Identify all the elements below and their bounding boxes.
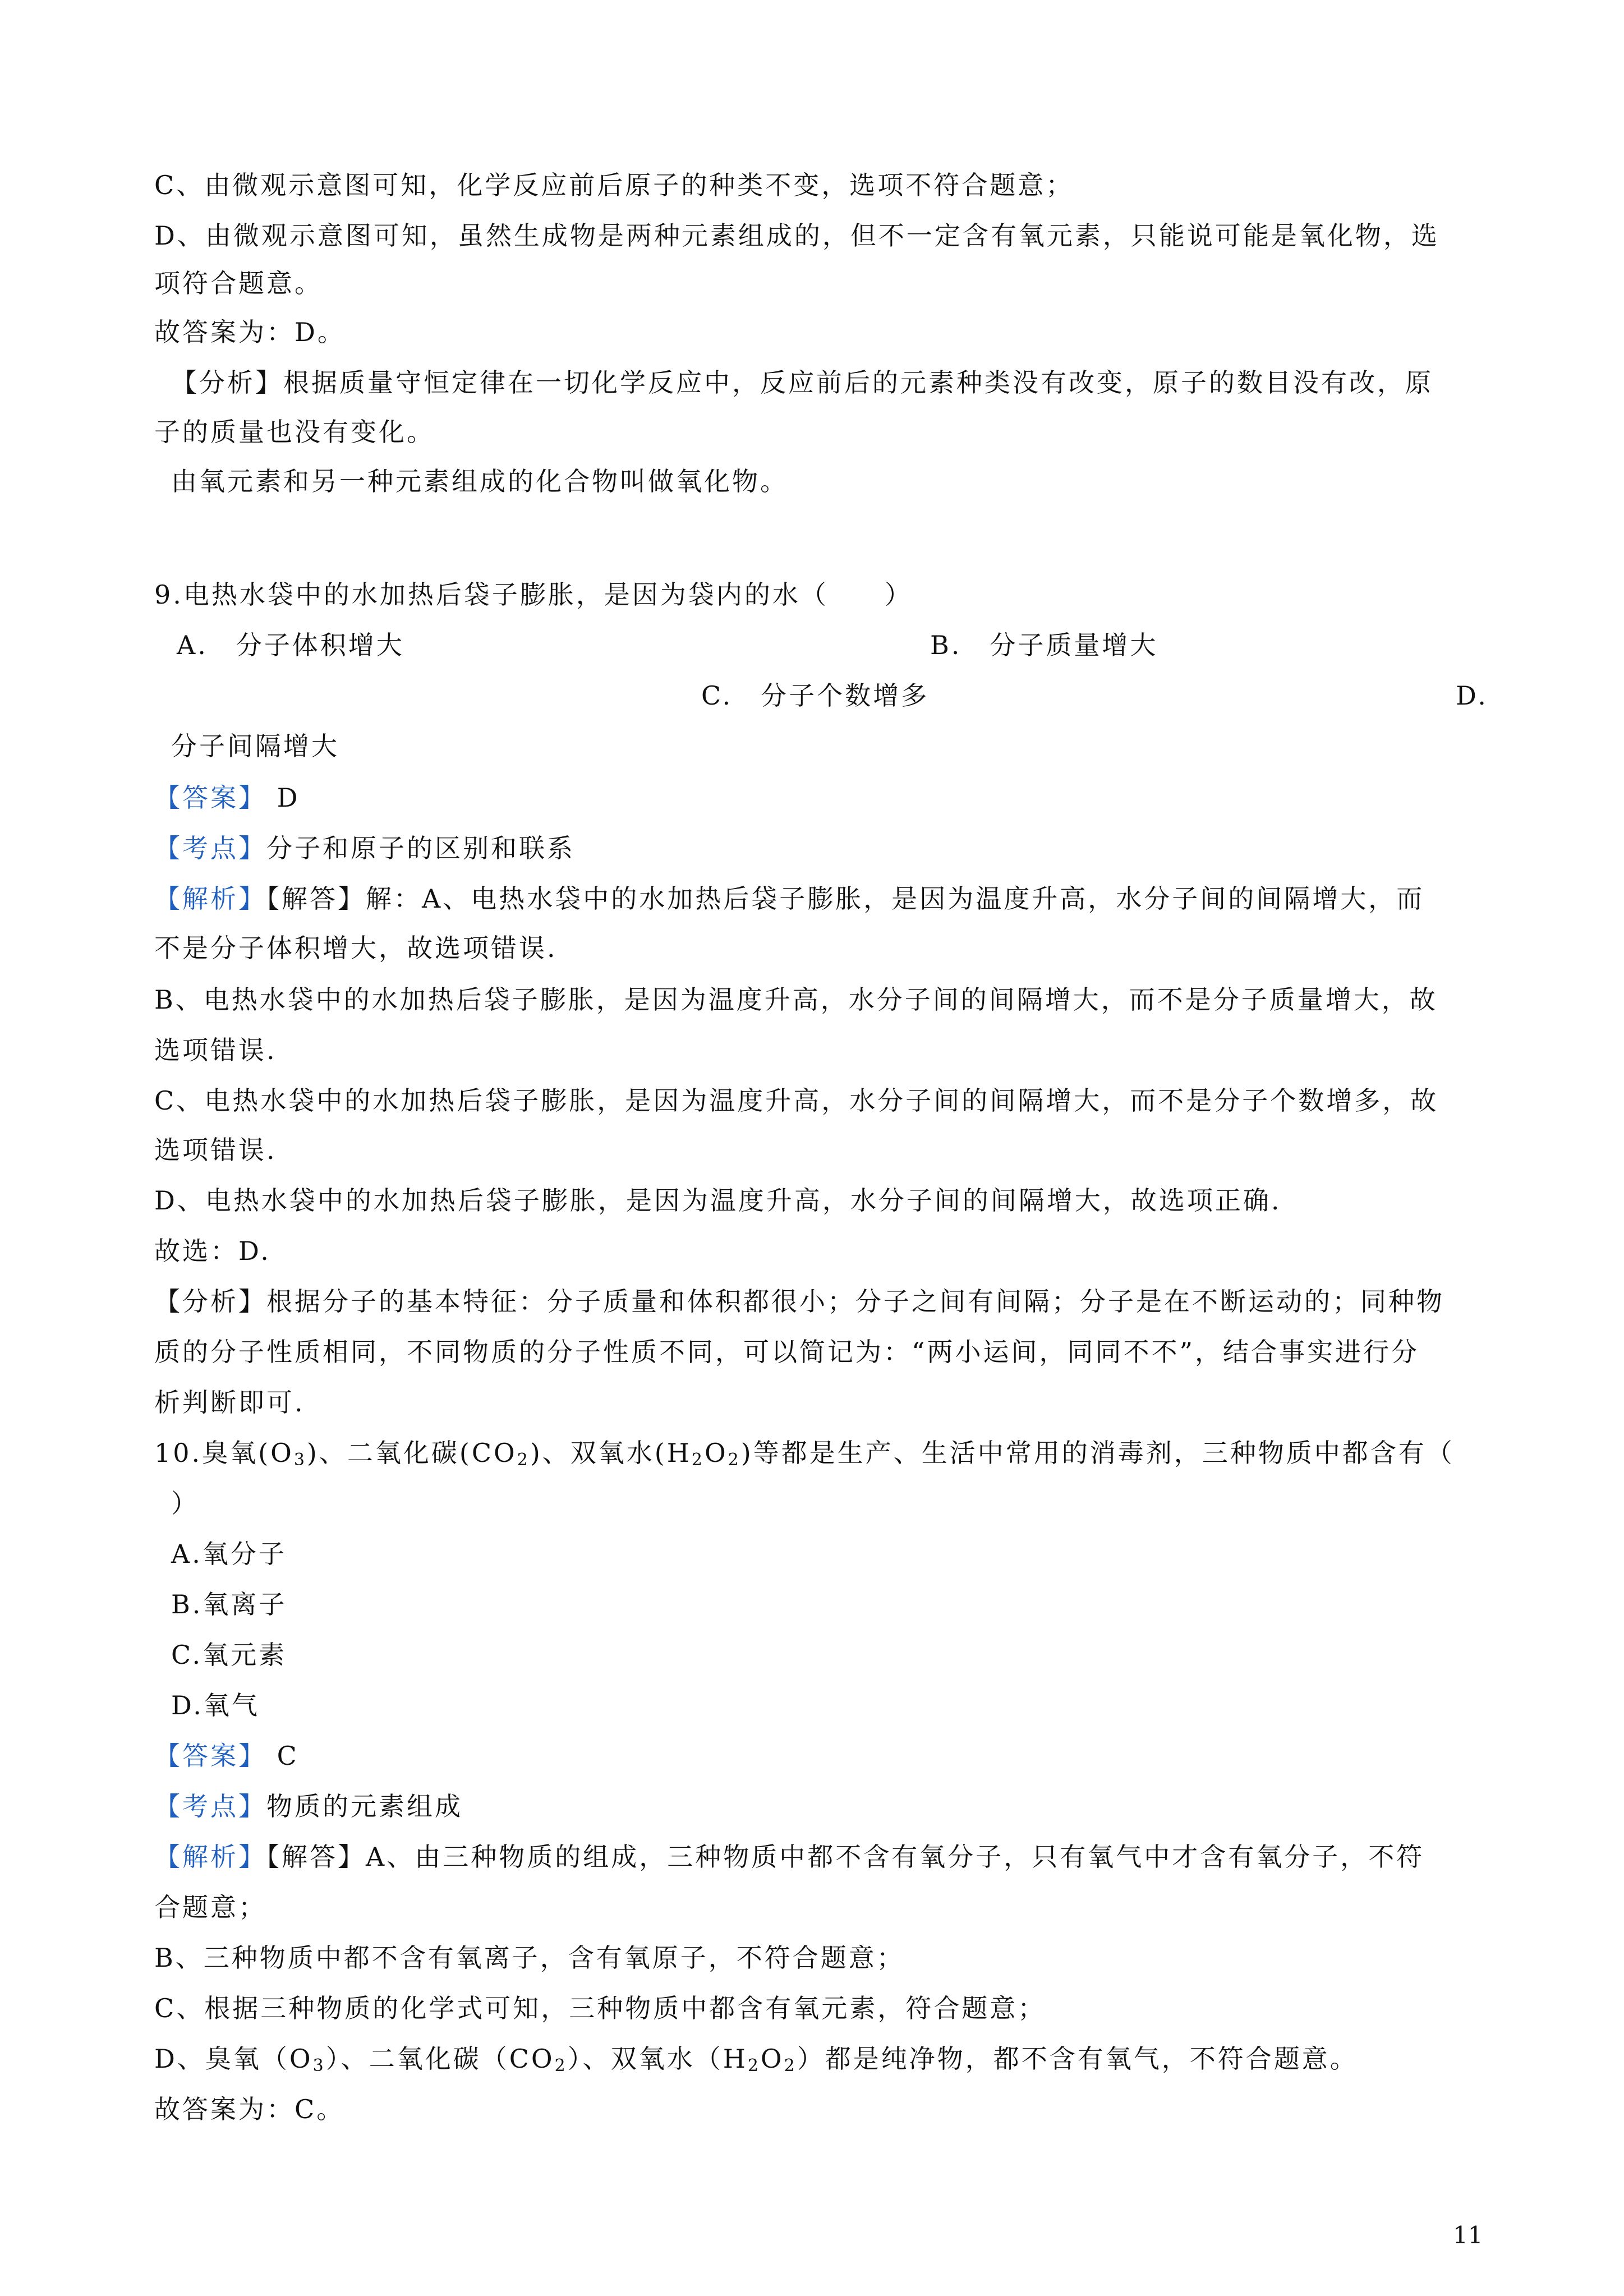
text-line: C、根据三种物质的化学式可知，三种物质中都含有氧元素，符合题意； [154, 1993, 1046, 2023]
q9-option-d-label: D. [1456, 680, 1488, 711]
text-line: 项符合题意。 [154, 268, 323, 298]
analysis-tag: 【分析】 [154, 1286, 266, 1317]
q9-option-c: C. 分子个数增多 [701, 680, 930, 711]
text-line: D、电热水袋中的水加热后袋子膨胀，是因为温度升高，水分子间的间隔增大，故选项正确. [154, 1185, 1282, 1216]
q9-answer: 【答案】 D [154, 783, 300, 813]
text-line: 子的质量也没有变化。 [154, 417, 435, 447]
point-tag: 【考点】 [154, 833, 266, 863]
text-line: 质的分子性质相同，不同物质的分子性质不同，可以简记为：“两小运间，同同不不”，结合事实进行分 [154, 1337, 1420, 1367]
q10-point: 【考点】物质的元素组成 [154, 1791, 463, 1821]
answer-tag: 【答案】 [154, 783, 266, 813]
q9-analysis: 【分析】根据分子的基本特征：分子质量和体积都很小；分子之间有间隔；分子是在不断运动的；同种物 [154, 1286, 1444, 1317]
q10-option-c: C.氧元素 [171, 1640, 287, 1670]
text-line: 故选：D. [154, 1236, 271, 1266]
text-line: 选项错误. [154, 1135, 277, 1165]
q10-option-b: B.氧离子 [171, 1589, 287, 1619]
q10-explanation: 【解析】【解答】A、由三种物质的组成，三种物质中都不含有氧分子，只有氧气中才含有氧分子，不符 [154, 1842, 1425, 1872]
text-line: C、电热水袋中的水加热后袋子膨胀，是因为温度升高，水分子间的间隔增大，而不是分子个数增多，故 [154, 1085, 1439, 1116]
q9-option-a: A. 分子体积增大 [177, 630, 404, 660]
q9-explanation: 【解析】【解答】解：A、电热水袋中的水加热后袋子膨胀，是因为温度升高，水分子间的间隔增大，而 [154, 884, 1425, 914]
q10-answer: 【答案】 C [154, 1741, 299, 1771]
text-line: 合题意； [154, 1892, 266, 1922]
q9-option-d-text: 分子间隔增大 [171, 731, 339, 761]
text-line: 【分析】根据质量守恒定律在一切化学反应中，反应前后的元素种类没有改变，原子的数目没有改，原 [171, 367, 1433, 398]
section-tag: 【分析】 [171, 367, 283, 398]
text-line: B、电热水袋中的水加热后袋子膨胀，是因为温度升高，水分子间的间隔增大，而不是分子质量增大，故 [154, 984, 1438, 1015]
text-line: 由氧元素和另一种元素组成的化合物叫做氧化物。 [171, 466, 788, 496]
explanation-tag: 【解析】 [154, 1842, 266, 1872]
text-line: ） [171, 1488, 199, 1519]
q9-point: 【考点】分子和原子的区别和联系 [154, 833, 575, 863]
text-line: 析判断即可. [154, 1387, 305, 1418]
question-10-stem: 10.臭氧$(O_3)$、二氧化碳$(CO_2)$、双氧水$(H_2O_2)$等都是生产、生活中常用的消毒剂，三种物质中都含有（ [154, 1438, 1455, 1470]
q10-option-a: A.氧分子 [171, 1539, 287, 1569]
text-line: D、臭氧$(O_3)$、二氧化碳$(CO_2)$、双氧水$(H_2O_2)$都是纯净物，都不含有氧气，不符合题意。 [154, 2044, 1358, 2076]
q10-option-d: D.氧气 [171, 1690, 260, 1720]
text-line: 故答案为：D。 [154, 317, 346, 347]
point-tag: 【考点】 [154, 1791, 266, 1821]
question-9-stem: 9.电热水袋中的水加热后袋子膨胀，是因为袋内的水（ ） [154, 579, 913, 610]
text-line: 故答案为：C。 [154, 2094, 345, 2124]
text-line: 不是分子体积增大，故选项错误. [154, 933, 558, 963]
text-line: C、由微观示意图可知，化学反应前后原子的种类不变，选项不符合题意； [154, 170, 1074, 200]
q9-option-b: B. 分子质量增大 [930, 630, 1158, 660]
explanation-tag: 【解析】 [154, 884, 266, 914]
text-line: B、三种物质中都不含有氧离子，含有氧原子，不符合题意； [154, 1943, 905, 1973]
text-line: D、由微观示意图可知，虽然生成物是两种元素组成的，但不一定含有氧元素，只能说可能是氧化物，选 [154, 220, 1439, 251]
text-line: 选项错误. [154, 1035, 277, 1065]
page-number: 11 [1453, 2221, 1483, 2249]
answer-tag: 【答案】 [154, 1741, 266, 1771]
